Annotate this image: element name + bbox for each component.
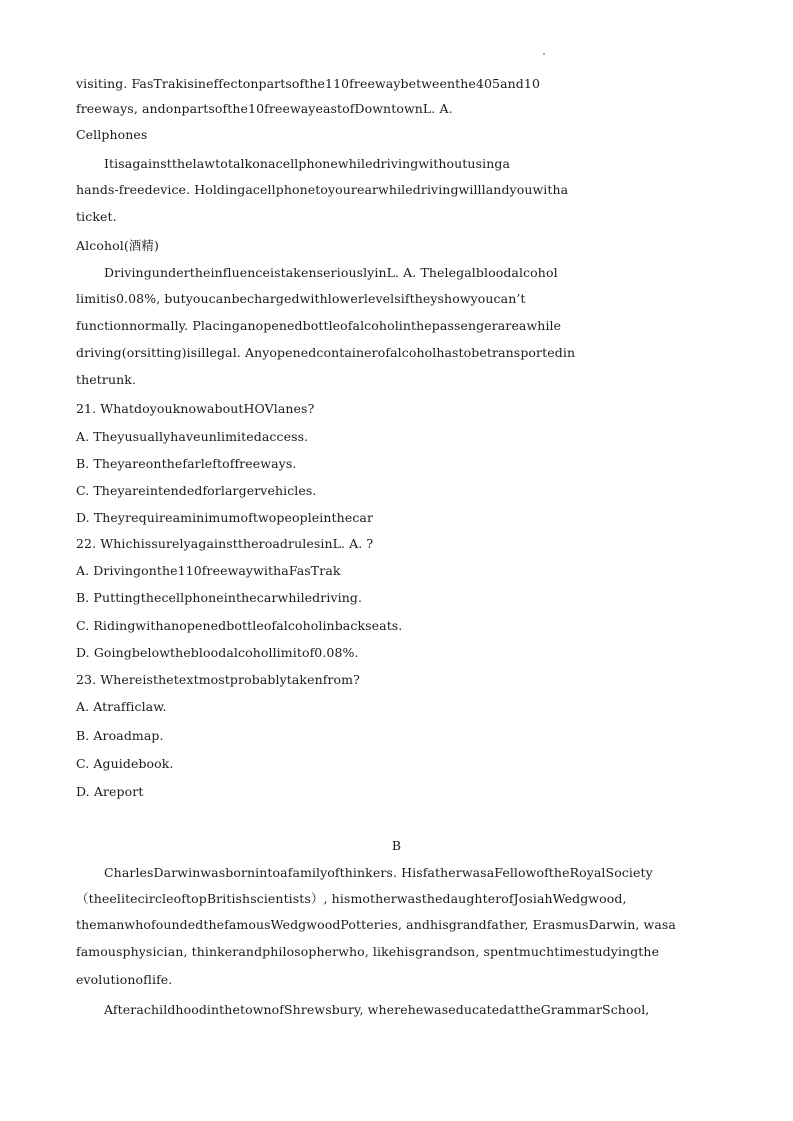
passage-b-p1-line-2: （theelitecircleoftopBritishscientists）, hismotherwasthedaughterofJosiahWedgwood, (76, 891, 627, 906)
passage-b-p2-line-1: AfterachildhoodinthetownofShrewsbury, wherehewaseducatedattheGrammarSchool, (104, 1002, 650, 1017)
q21-option-d: D. Theyrequireaminimumoftwopeopleinthecar (76, 510, 374, 525)
cellphones-line-2: hands-freedevice. Holdingacellphonetoyourearwhiledrivingwilllandyouwitha (76, 182, 569, 197)
q21-option-a: A. Theyusuallyhaveunlimitedaccess. (76, 429, 309, 444)
fastrak-line-1: visiting. FasTrakisineffectonpartsofthe110freewaybetweenthe405and10 (76, 76, 540, 91)
alcohol-heading: Alcohol(酒精) (76, 238, 159, 253)
q22-option-b: B. Puttingthecellphoneinthecarwhiledriving. (76, 590, 363, 605)
question-23: 23. Whereisthetextmostprobablytakenfrom? (76, 672, 360, 687)
cellphones-line-3: ticket. (76, 209, 117, 224)
q22-option-d: D. Goingbelowthebloodalcohollimitof0.08%. (76, 645, 359, 660)
question-21: 21. WhatdoyouknowaboutHOVlanes? (76, 401, 315, 416)
alcohol-line-4: driving(orsitting)isillegal. Anyopenedcontainerofalcoholhastobetransportedin (76, 345, 576, 360)
passage-b-label: B (391, 838, 402, 853)
cellphones-line-1: Itisagainstthelawtotalkonacellphonewhiledrivingwithoutusinga (104, 156, 510, 171)
q22-option-a: A. Drivingonthe110freewaywithaFasTrak (76, 563, 341, 578)
q21-option-c: C. Theyareintendedforlargervehicles. (76, 483, 317, 498)
passage-b-p1-line-1: CharlesDarwinwasbornintoafamilyofthinkers. HisfatherwasaFellowoftheRoyalSociety (104, 865, 653, 880)
q22-option-c: C. Ridingwithanopenedbottleofalcoholinbackseats. (76, 618, 403, 633)
q23-option-a: A. Atrafficlaw. (76, 699, 167, 714)
question-22: 22. WhichissurelyagainsttheroadrulesinL. A. ? (76, 536, 374, 551)
q23-option-b: B. Aroadmap. (76, 728, 164, 743)
q23-option-c: C. Aguidebook. (76, 756, 174, 771)
passage-b-p1-line-3: themanwhofoundedthefamousWedgwoodPotteries, andhisgrandfather, ErasmusDarwin, wasa (76, 917, 676, 932)
q21-option-b: B. Theyareonthefarleftoffreeways. (76, 456, 297, 471)
fastrak-line-2: freeways, andonpartsofthe10freewayeastofDowntownL. A. (76, 101, 453, 116)
alcohol-line-3: functionnormally. Placinganopenedbottleofalcoholinthepassengerareawhile (76, 318, 562, 333)
passage-b-p1-line-4: famousphysician, thinkerandphilosopherwho, likehisgrandson, spentmuchtimestudyingthe (76, 944, 660, 959)
alcohol-line-1: DrivingundertheinfluenceistakenseriouslyinL. A. Thelegalbloodalcohol (104, 265, 558, 280)
page-speck (543, 53, 545, 55)
passage-b-p1-line-5: evolutionoflife. (76, 972, 173, 987)
alcohol-line-2: limitis0.08%, butyoucanbechargedwithlowerlevelsiftheyshowyoucan’t (76, 291, 526, 306)
q23-option-d: D. Areport (76, 784, 144, 799)
alcohol-line-5: thetrunk. (76, 372, 137, 387)
cellphones-heading: Cellphones (76, 127, 148, 142)
